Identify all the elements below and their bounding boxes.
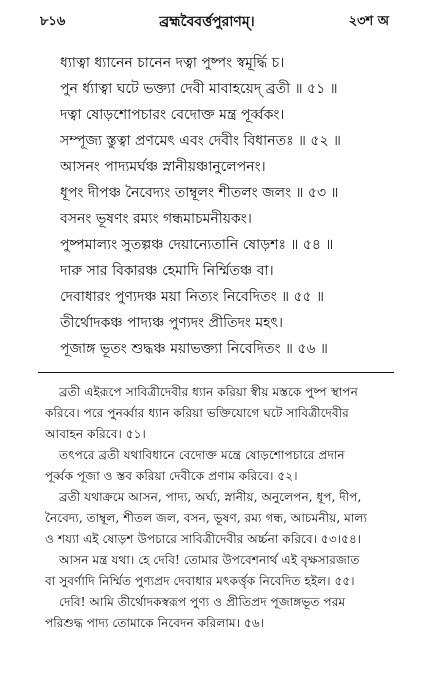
translation-line: ব্রতী যথাক্রমে আসন, পাদ্য, অর্ঘ্য, স্নানীয়, অনুলেপন, ধূপ, দীপ, (59, 490, 362, 504)
verse-line: পূজাঙ্গ ভূতং শুদ্ধঞ্চ ময়াভক্ত্যা নিবেদিতং ॥ ৫৬ ॥ (60, 341, 328, 357)
page-number: ৮১৬ (40, 13, 66, 29)
translation-line: আসন মন্ত্র যথা। হে দেবি! তোমার উপবেশনার্থ এই বৃক্ষসারজাত (59, 553, 360, 567)
translation-line: দেবি! আমি তীর্থোদকস্বরূপ পুণ্য ও প্রীতিপ্রদ পূজাঙ্গভূত পরম (59, 595, 346, 609)
running-title: ব্রহ্মবৈবর্ত্তপুরাণম্। (159, 14, 255, 30)
verse-line: ধ্যাত্বা ধ্যানেন চানেন দত্বা পুষ্পং স্বমূর্দ্ধি চ। (60, 55, 285, 71)
translation-line: পরিশুদ্ধ পাদ্য তোমাকে নিবেদন করিলাম। ৫৬। (45, 616, 265, 630)
translation-line: করিবে। পরে পুনর্ব্বার ধ্যান করিয়া ভক্তিযোগে ঘটে সাবিত্রীদেবীর (45, 406, 349, 420)
bengali-translation (45, 382, 400, 634)
translation-line: পূর্ব্বক পূজা ও স্তব করিয়া দেবীকে প্রণাম করিবে। ৫২। (45, 469, 298, 483)
chapter-label: ২৩শ অ (348, 13, 389, 29)
section-divider (38, 372, 394, 373)
verse-line: পুন র্ধ্যাত্বা ঘটে ভক্ত্যা দেবী মাবাহয়েদ্‌ ব্রতী ॥ ৫১ ॥ (60, 81, 338, 97)
translation-line: তৎপরে ব্রতী যথাবিধানে বেদোক্ত মন্ত্রে ষোড়শোপচারে প্রদান (59, 448, 345, 462)
verse-line: দেবাধারং পুণ্যদঞ্চ ময়া নিত্যং নিবেদিতং ॥ ৫৫ ॥ (60, 289, 324, 305)
sanskrit-verses (60, 50, 400, 362)
verse-line: বসনং ভূষণং রম্যং গন্ধমাচমনীয়কং। (60, 211, 252, 227)
verse-line: পুষ্পমাল্যং সুতল্পঞ্চ দেয়ান্যেতানি ষোড়শঃ ॥ ৫৪ ॥ (60, 237, 334, 253)
verse-line: ধূপং দীপঞ্চ নৈবেদ্যং তাম্বূলং শীতলং জলং ॥ ৫৩ ॥ (60, 185, 339, 201)
translation-line: নৈবেদ্য, তাম্বূল, শীতল জল, বসন, ভূষণ, রম্য গন্ধ, আচমনীয়, মাল্য (45, 511, 367, 525)
translation-line: বা সুবর্ণাদি নির্ম্মিত পুণ্যপ্রদ দেবাধার মৎকর্ত্তৃক নিবেদিত হইল। ৫৫। (45, 574, 355, 588)
verse-line: তীর্থোদকঞ্চ পাদ্যঞ্চ পুণ্যদং প্রীতিদং মহৎ। (60, 315, 284, 331)
page-header (40, 12, 389, 32)
verse-line: সম্পূজ্য স্তুত্বা প্রণমেৎ এবং দেবীং বিধানতঃ ॥ ৫২ ॥ (60, 133, 341, 149)
translation-line: ব্রতী এইরূপে সাবিত্রীদেবীর ধ্যান করিয়া স্বীয় মস্তকে পুষ্প স্থাপন (59, 385, 358, 399)
verse-line: দারু সার বিকারঞ্চ হেমাদি নির্ম্মিতঞ্চ বা। (60, 263, 274, 279)
translation-line: আবাহন করিবে। ৫১। (45, 427, 146, 441)
translation-line: ও শয্যা এই ষোড়শ উপচারে সাবিত্রীদেবীর অর্চ্চনা করিবে। ৫৩।৫৪। (45, 532, 362, 546)
verse-line: দত্বা ষোড়শোপচারং বেদোক্ত মন্ত্র পূর্ব্বকং। (60, 107, 285, 123)
verse-line: আসনং পাদ্যমর্ঘঞ্চ স্নানীয়ঞ্চানুলেপনং। (60, 159, 266, 175)
